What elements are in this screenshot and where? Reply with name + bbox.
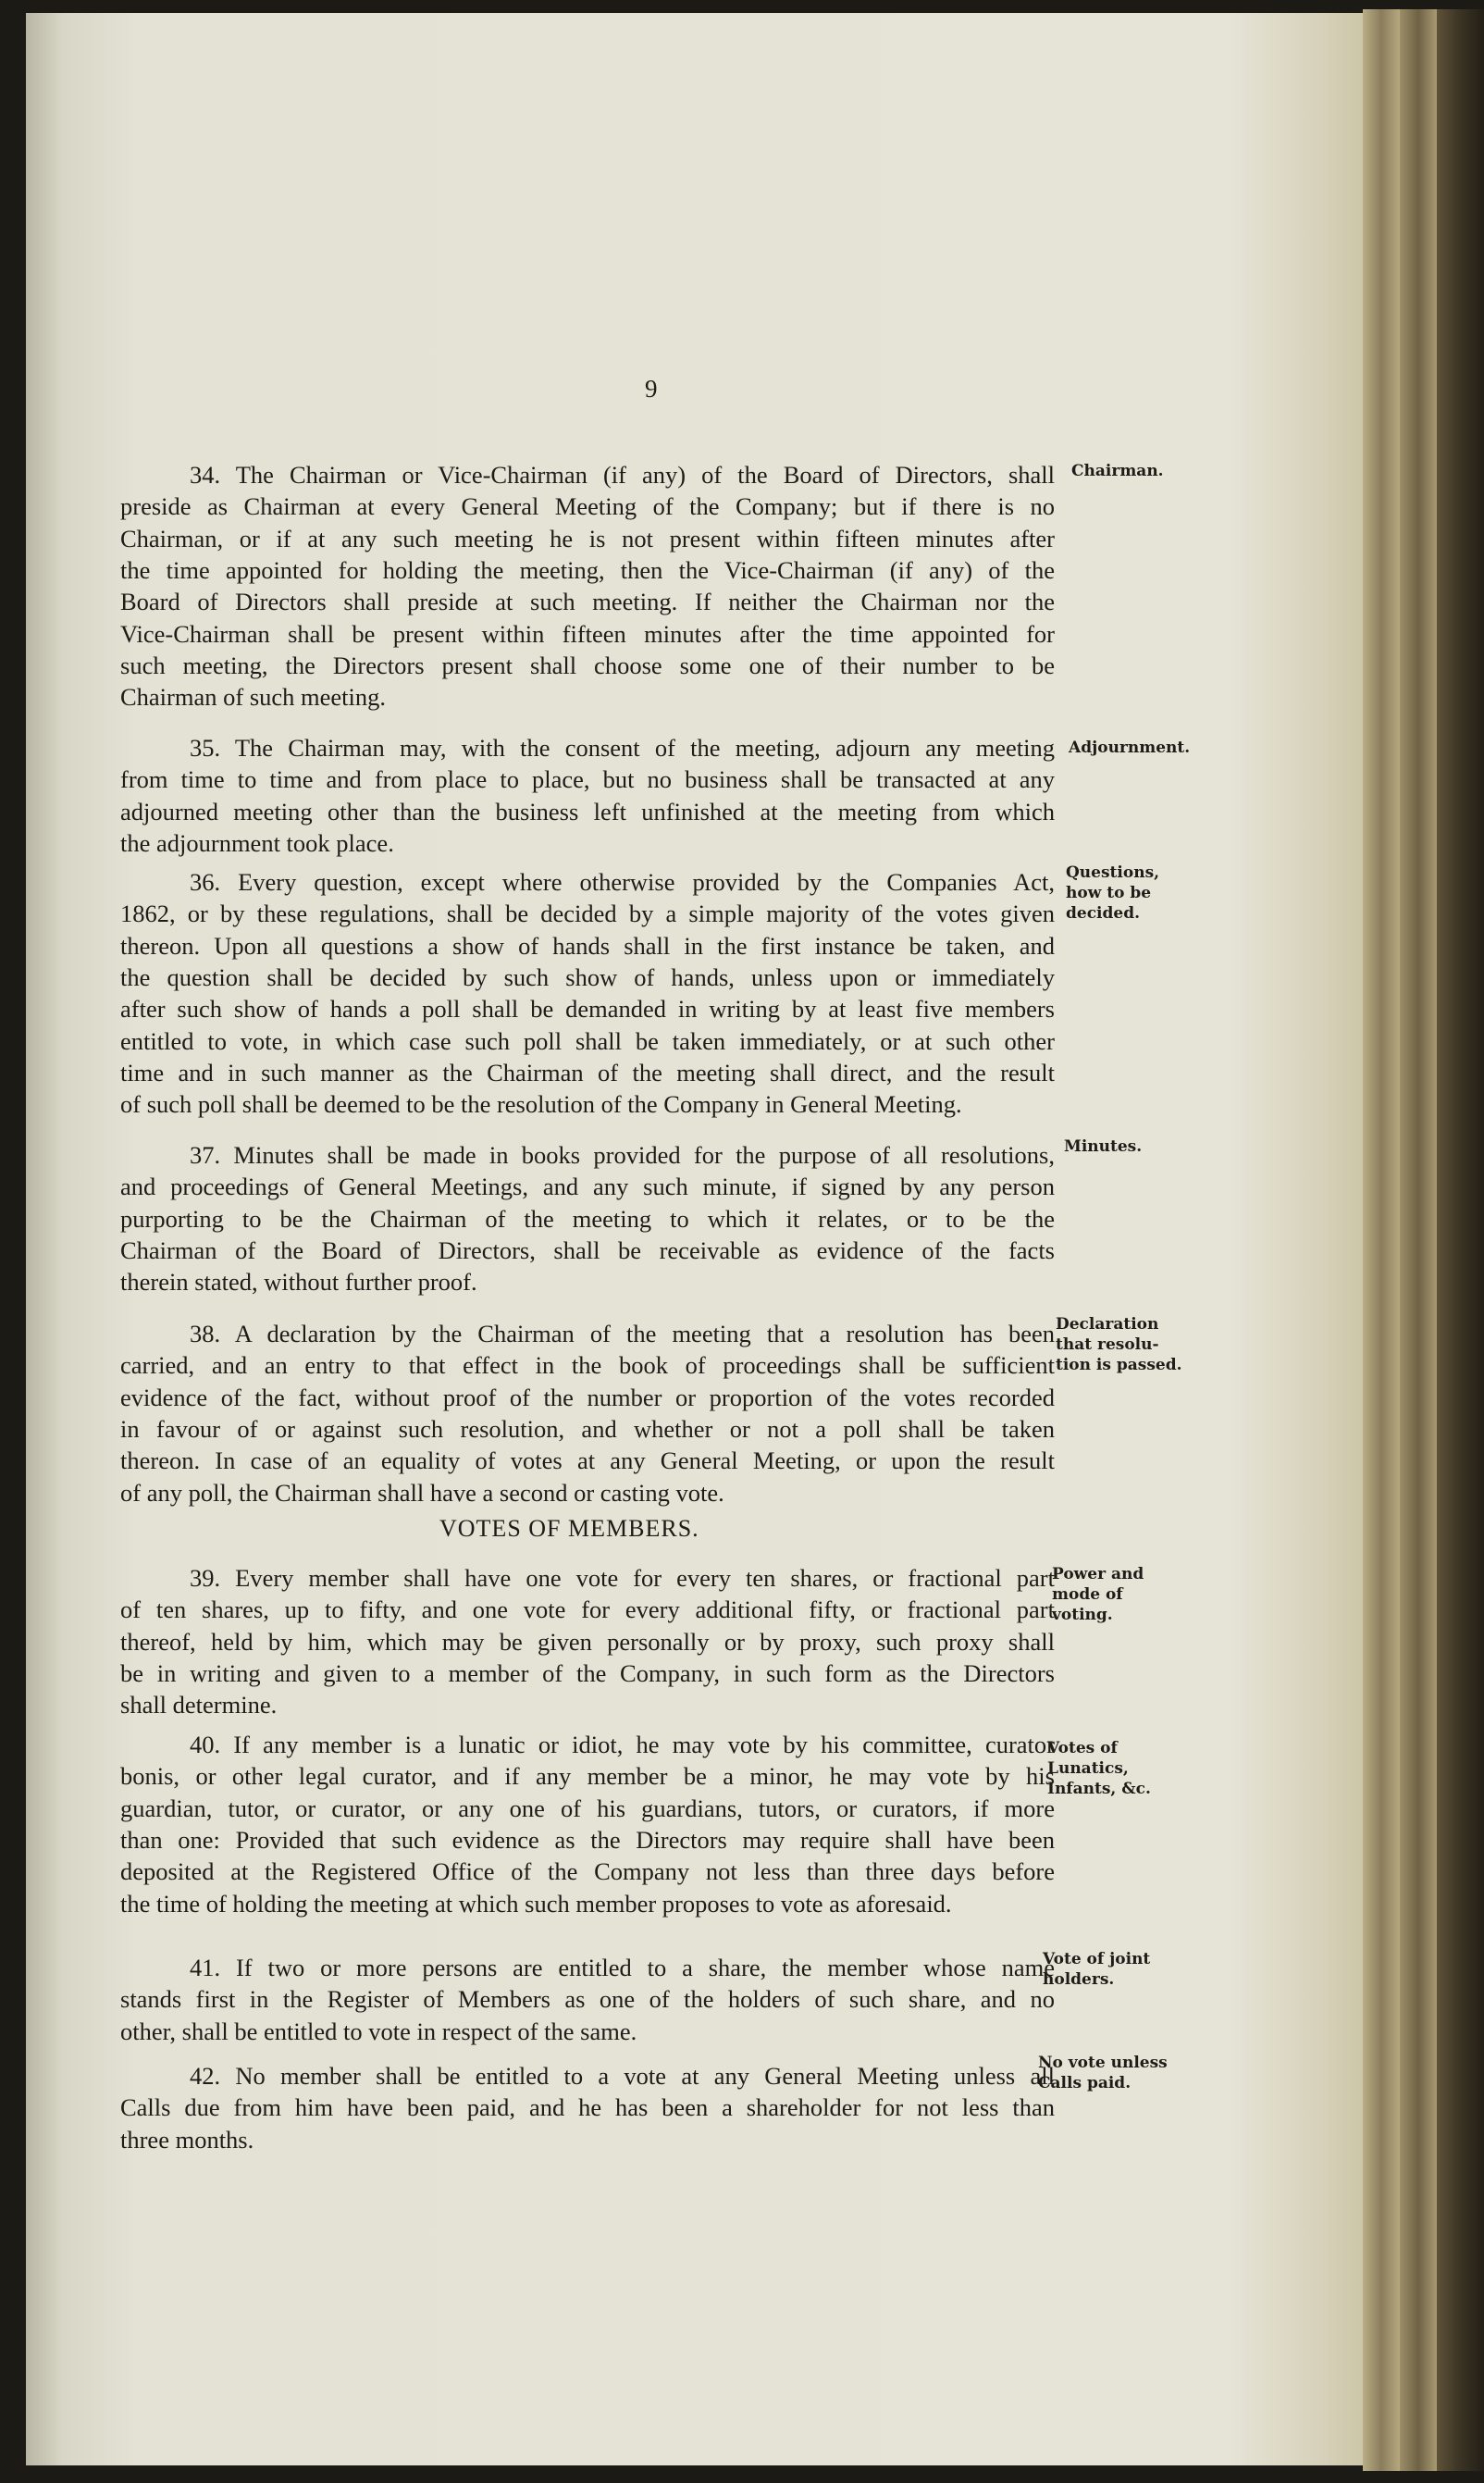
paragraph-line: Vice-Chairman shall be present within fifteen minutes after the time appointed for: [120, 619, 1055, 648]
margin-note-line: voting.: [1052, 1606, 1113, 1624]
paragraph-line: such meeting, the Directors present shall choose some one of their number to be: [120, 651, 1055, 679]
paragraph-line: be in writing and given to a member of the Company, in such form as the Directors: [120, 1658, 1055, 1687]
paragraph-line: thereon. Upon all questions a show of hands shall in the first instance be taken, and: [120, 931, 1055, 960]
margin-note: [1064, 1136, 1142, 1157]
margin-note: [1047, 1738, 1151, 1799]
margin-note-line: holders.: [1043, 1970, 1115, 1989]
margin-note-line: Questions,: [1066, 863, 1160, 882]
paragraph-line: shall determine.: [120, 1691, 278, 1719]
margin-note-line: Adjournment.: [1069, 739, 1191, 757]
margin-note-line: mode of: [1052, 1585, 1123, 1604]
book-edge: [1400, 9, 1437, 2471]
paragraph-line: 37. Minutes shall be made in books provided for the purpose of all resolutions,: [190, 1141, 1055, 1169]
paragraph-line: thereon. In case of an equality of votes at any General Meeting, or upon the result: [120, 1446, 1055, 1475]
paragraph-line: Calls due from him have been paid, and he has been a shareholder for not less than: [120, 2093, 1055, 2122]
paragraph-line: 40. If any member is a lunatic or idiot, he may vote by his committee, curator: [190, 1731, 1055, 1758]
margin-note: [1052, 1564, 1144, 1625]
paragraph-line: the time appointed for holding the meeting, then the Vice-Chairman (if any) of the: [120, 555, 1055, 584]
margin-note-line: Calls paid.: [1038, 2074, 1132, 2092]
paragraph-line: thereof, held by him, which may be given personally or by proxy, such proxy shall: [120, 1627, 1055, 1656]
margin-note-line: how to be: [1066, 884, 1152, 902]
paragraph-line: bonis, or other legal curator, and if any member be a minor, he may vote by his: [120, 1762, 1055, 1791]
section-heading: VOTES OF MEMBERS.: [439, 1515, 699, 1542]
margin-note-line: Power and: [1052, 1565, 1144, 1583]
paragraph-line: evidence of the fact, without proof of the number or proportion of the votes recorded: [120, 1383, 1055, 1411]
paragraph-line: and proceedings of General Meetings, and any such minute, if signed by any person: [120, 1173, 1055, 1201]
margin-note-line: Declaration: [1056, 1315, 1159, 1334]
paragraph-line: 38. A declaration by the Chairman of the meeting that a resolution has been: [190, 1320, 1055, 1347]
margin-note-line: Vote of joint: [1043, 1950, 1151, 1968]
paragraph-line: Chairman of the Board of Directors, shall be receivable as evidence of the facts: [120, 1235, 1055, 1264]
margin-note: [1071, 461, 1164, 481]
paragraph-line: therein stated, without further proof.: [120, 1268, 477, 1297]
paragraph-line: the question shall be decided by such show of hands, unless upon or immediately: [120, 962, 1055, 991]
margin-note-line: Votes of: [1047, 1739, 1118, 1757]
paragraph-line: 34. The Chairman or Vice-Chairman (if any) of the Board of Directors, shall: [190, 461, 1055, 489]
paragraph-line: deposited at the Registered Office of the Company not less than three days before: [120, 1857, 1055, 1886]
margin-note-line: tion is passed.: [1056, 1356, 1182, 1374]
margin-note: [1069, 738, 1190, 758]
margin-note-line: decided.: [1066, 904, 1141, 923]
paragraph-line: purporting to be the Chairman of the meeting to which it relates, or to be the: [120, 1204, 1055, 1233]
paragraph-line: three months.: [120, 2125, 254, 2154]
margin-note: [1043, 1949, 1150, 1990]
paragraph-line: 35. The Chairman may, with the consent of the meeting, adjourn any meeting: [190, 734, 1055, 762]
margin-note-line: Chairman.: [1071, 462, 1164, 480]
paragraph-line: 39. Every member shall have one vote for every ten shares, or fractional part: [190, 1564, 1055, 1592]
paragraph-line: the time of holding the meeting at which such member proposes to vote as aforesaid.: [120, 1889, 952, 1918]
paragraph-line: from time to time and from place to place, but no business shall be transacted at any: [120, 765, 1055, 794]
paragraph-line: Chairman, or if at any such meeting he is not present within fifteen minutes after: [120, 524, 1055, 552]
paragraph-line: after such show of hands a poll shall be demanded in writing by at least five members: [120, 995, 1055, 1024]
book-edge: [1437, 9, 1484, 2471]
margin-note: [1066, 863, 1159, 924]
paragraph-line: preside as Chairman at every General Meeting of the Company; but if there is no: [120, 492, 1055, 521]
margin-note-line: that resolu-: [1056, 1335, 1159, 1354]
paragraph-line: 1862, or by these regulations, shall be decided by a simple majority of the votes given: [120, 900, 1055, 928]
paragraph-line: stands first in the Register of Members as one of the holders of such share, and no: [120, 1985, 1055, 2014]
paragraph-line: time and in such manner as the Chairman of the meeting shall direct, and the result: [120, 1058, 1055, 1086]
paragraph-line: in favour of or against such resolution, and whether or not a poll shall be taken: [120, 1414, 1055, 1443]
paragraph-line: Chairman of such meeting.: [120, 683, 387, 712]
paragraph-line: the adjournment took place.: [120, 828, 394, 857]
paragraph-line: 41. If two or more persons are entitled to a share, the member whose name: [190, 1954, 1055, 1981]
margin-note: [1038, 2053, 1168, 2093]
paragraph-line: of ten shares, up to fifty, and one vote for every additional fifty, or fractional part: [120, 1595, 1055, 1624]
paragraph-line: of such poll shall be deemed to be the resolution of the Company in General Meeting.: [120, 1090, 962, 1119]
margin-note-line: Minutes.: [1064, 1137, 1143, 1156]
margin-note: [1056, 1314, 1182, 1375]
paragraph-line: entitled to vote, in which case such poll shall be taken immediately, or at such other: [120, 1026, 1055, 1055]
paragraph-line: of any poll, the Chairman shall have a second or casting vote.: [120, 1478, 724, 1507]
paragraph-line: adjourned meeting other than the business left unfinished at the meeting from which: [120, 797, 1055, 826]
margin-note-line: Lunatics,: [1047, 1759, 1129, 1778]
page-number: 9: [645, 375, 658, 403]
paragraph-line: Board of Directors shall preside at such meeting. If neither the Chairman nor the: [120, 588, 1055, 616]
paragraph-line: carried, and an entry to that effect in the book of proceedings shall be sufficient: [120, 1351, 1055, 1380]
paragraph-line: other, shall be entitled to vote in respect of the same.: [120, 2017, 637, 2045]
margin-note-line: Infants, &c.: [1047, 1780, 1151, 1798]
paragraph-line: than one: Provided that such evidence as the Directors may require shall have been: [120, 1825, 1055, 1854]
margin-note-line: No vote unless: [1038, 2054, 1168, 2072]
book-edge: [1363, 9, 1400, 2471]
paragraph-line: 42. No member shall be entitled to a vote at any General Meeting unless all: [190, 2062, 1055, 2090]
paragraph-line: 36. Every question, except where otherwise provided by the Companies Act,: [190, 868, 1055, 896]
paragraph-line: guardian, tutor, or curator, or any one of his guardians, tutors, or curators, if more: [120, 1794, 1055, 1822]
